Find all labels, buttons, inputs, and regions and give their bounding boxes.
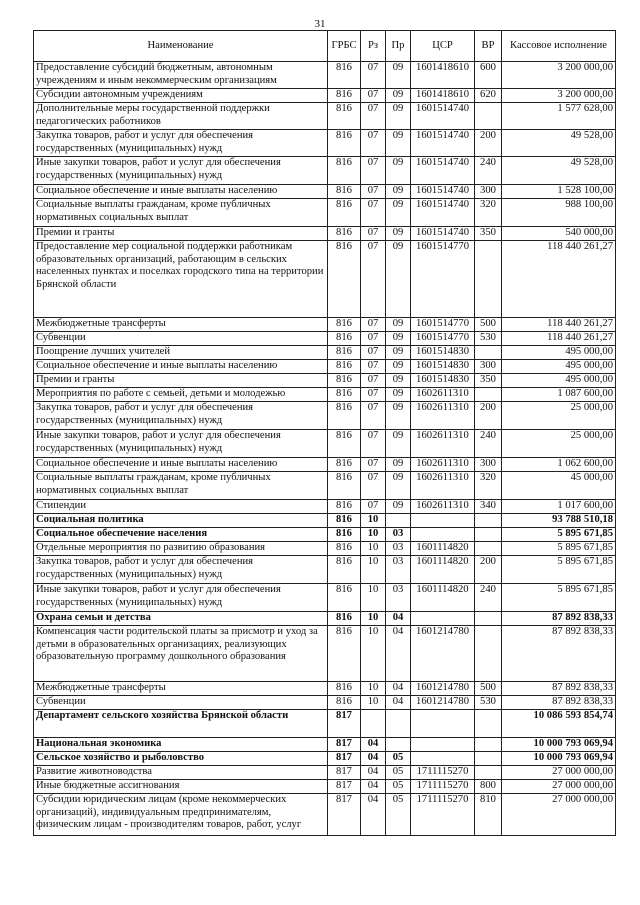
cell-rz: 07	[361, 103, 386, 130]
cell-vr: 300	[475, 185, 502, 199]
cell-name: Премии и гранты	[34, 227, 328, 241]
cell-vr: 600	[475, 62, 502, 89]
cell-cash: 87 892 838,33	[502, 696, 616, 710]
cell-grbs: 817	[328, 780, 361, 794]
table-row	[34, 612, 616, 626]
header-name: Наименование	[34, 31, 328, 62]
cell-vr: 240	[475, 430, 502, 458]
cell-pr: 09	[386, 89, 411, 103]
table-row	[34, 346, 616, 360]
cell-grbs: 816	[328, 227, 361, 241]
cell-rz: 10	[361, 696, 386, 710]
table-row	[34, 528, 616, 542]
cell-csr: 1601214780	[411, 682, 475, 696]
cell-vr: 300	[475, 360, 502, 374]
table-row	[34, 62, 616, 89]
cell-cash: 49 528,00	[502, 130, 616, 157]
cell-csr	[411, 528, 475, 542]
cell-grbs: 816	[328, 682, 361, 696]
cell-rz: 07	[361, 227, 386, 241]
cell-rz: 07	[361, 241, 386, 318]
cell-name: Дополнительные меры государственной поддержки педагогических работников	[34, 103, 328, 130]
cell-cash: 25 000,00	[502, 430, 616, 458]
cell-csr: 1602611310	[411, 402, 475, 430]
cell-pr: 09	[386, 430, 411, 458]
cell-pr: 09	[386, 374, 411, 388]
cell-vr: 240	[475, 584, 502, 612]
cell-grbs: 816	[328, 360, 361, 374]
cell-csr: 1602611310	[411, 430, 475, 458]
cell-grbs: 816	[328, 199, 361, 227]
cell-vr	[475, 738, 502, 752]
cell-name: Субсидии автономным учреждениям	[34, 89, 328, 103]
cell-cash: 25 000,00	[502, 402, 616, 430]
cell-pr: 03	[386, 556, 411, 584]
cell-csr: 1601114820	[411, 542, 475, 556]
cell-vr: 350	[475, 374, 502, 388]
cell-cash: 540 000,00	[502, 227, 616, 241]
cell-grbs: 816	[328, 103, 361, 130]
cell-grbs: 816	[328, 542, 361, 556]
cell-rz: 07	[361, 472, 386, 500]
cell-grbs: 816	[328, 500, 361, 514]
cell-pr: 09	[386, 185, 411, 199]
cell-rz: 07	[361, 185, 386, 199]
cell-rz: 04	[361, 780, 386, 794]
cell-name: Социальные выплаты гражданам, кроме публичных нормативных социальных выплат	[34, 199, 328, 227]
table-row	[34, 332, 616, 346]
cell-name: Закупка товаров, работ и услуг для обеспечения государственных (муниципальных) нужд	[34, 402, 328, 430]
cell-cash: 10 000 793 069,94	[502, 752, 616, 766]
cell-cash: 27 000 000,00	[502, 780, 616, 794]
cell-cash: 1 062 600,00	[502, 458, 616, 472]
cell-csr: 1601514830	[411, 374, 475, 388]
cell-cash: 1 528 100,00	[502, 185, 616, 199]
table-row	[34, 130, 616, 157]
cell-rz: 10	[361, 556, 386, 584]
cell-pr: 03	[386, 542, 411, 556]
cell-grbs: 816	[328, 346, 361, 360]
cell-name: Премии и гранты	[34, 374, 328, 388]
cell-pr: 04	[386, 682, 411, 696]
cell-vr	[475, 766, 502, 780]
cell-pr: 09	[386, 227, 411, 241]
cell-vr: 320	[475, 472, 502, 500]
cell-rz: 07	[361, 458, 386, 472]
cell-name: Социальное обеспечение и иные выплаты населению	[34, 360, 328, 374]
cell-pr: 04	[386, 696, 411, 710]
cell-pr: 09	[386, 199, 411, 227]
table-row	[34, 402, 616, 430]
cell-rz: 10	[361, 542, 386, 556]
cell-rz: 07	[361, 199, 386, 227]
cell-grbs: 817	[328, 794, 361, 836]
cell-cash: 3 200 000,00	[502, 62, 616, 89]
cell-name: Межбюджетные трансферты	[34, 318, 328, 332]
table-row	[34, 241, 616, 318]
cell-name: Поощрение лучших учителей	[34, 346, 328, 360]
cell-pr: 09	[386, 388, 411, 402]
table-row	[34, 318, 616, 332]
cell-name: Социальное обеспечение и иные выплаты населению	[34, 458, 328, 472]
cell-name: Социальная политика	[34, 514, 328, 528]
cell-name: Иные закупки товаров, работ и услуг для обеспечения государственных (муниципальных) нужд	[34, 584, 328, 612]
table-row	[34, 360, 616, 374]
cell-csr: 1601114820	[411, 584, 475, 612]
cell-vr: 500	[475, 318, 502, 332]
cell-csr: 1602611310	[411, 472, 475, 500]
table-row	[34, 584, 616, 612]
cell-rz: 07	[361, 346, 386, 360]
cell-cash: 495 000,00	[502, 374, 616, 388]
cell-pr: 03	[386, 584, 411, 612]
cell-vr: 200	[475, 402, 502, 430]
cell-rz: 04	[361, 738, 386, 752]
table-row	[34, 472, 616, 500]
cell-csr: 1601514740	[411, 157, 475, 185]
cell-cash: 495 000,00	[502, 360, 616, 374]
cell-cash: 87 892 838,33	[502, 682, 616, 696]
cell-pr: 09	[386, 157, 411, 185]
cell-name: Иные бюджетные ассигнования	[34, 780, 328, 794]
cell-pr: 05	[386, 752, 411, 766]
cell-grbs: 816	[328, 612, 361, 626]
cell-vr: 810	[475, 794, 502, 836]
cell-pr: 09	[386, 332, 411, 346]
cell-grbs: 816	[328, 89, 361, 103]
cell-csr	[411, 752, 475, 766]
cell-pr	[386, 710, 411, 738]
cell-name: Компенсация части родительской платы за присмотр и уход за детьми в образовательных организациях, реализующих образовательную программу дошкольного образования	[34, 626, 328, 682]
cell-pr: 03	[386, 528, 411, 542]
cell-vr	[475, 612, 502, 626]
cell-cash: 1 087 600,00	[502, 388, 616, 402]
cell-vr	[475, 542, 502, 556]
cell-rz: 07	[361, 157, 386, 185]
cell-csr: 1601114820	[411, 556, 475, 584]
cell-csr: 1601514740	[411, 227, 475, 241]
cell-pr: 05	[386, 780, 411, 794]
budget-table	[33, 30, 616, 836]
cell-csr	[411, 710, 475, 738]
cell-name: Мероприятия по работе с семьей, детьми и молодежью	[34, 388, 328, 402]
cell-name: Субсидии юридическим лицам (кроме некоммерческих организаций), индивидуальным предпринимателям, физическим лицам - производителям товаров, работ, услуг	[34, 794, 328, 836]
cell-pr: 09	[386, 402, 411, 430]
table-row	[34, 626, 616, 682]
cell-name: Иные закупки товаров, работ и услуг для обеспечения государственных (муниципальных) нужд	[34, 430, 328, 458]
cell-cash: 1 577 628,00	[502, 103, 616, 130]
cell-rz: 10	[361, 514, 386, 528]
cell-cash: 3 200 000,00	[502, 89, 616, 103]
table-row	[34, 696, 616, 710]
table-row	[34, 682, 616, 696]
cell-pr: 09	[386, 458, 411, 472]
cell-name: Субвенции	[34, 696, 328, 710]
cell-grbs: 817	[328, 766, 361, 780]
cell-cash: 87 892 838,33	[502, 612, 616, 626]
cell-vr	[475, 241, 502, 318]
header-cash: Кассовое исполнение	[502, 31, 616, 62]
cell-vr	[475, 752, 502, 766]
cell-csr: 1601514740	[411, 199, 475, 227]
cell-csr: 1601418610	[411, 62, 475, 89]
cell-cash: 5 895 671,85	[502, 528, 616, 542]
cell-grbs: 816	[328, 458, 361, 472]
cell-rz: 04	[361, 794, 386, 836]
cell-rz: 07	[361, 89, 386, 103]
cell-rz: 07	[361, 318, 386, 332]
cell-csr: 1601214780	[411, 626, 475, 682]
cell-vr: 300	[475, 458, 502, 472]
cell-rz: 10	[361, 528, 386, 542]
cell-csr: 1601514740	[411, 130, 475, 157]
cell-name: Отдельные мероприятия по развитию образования	[34, 542, 328, 556]
cell-vr: 620	[475, 89, 502, 103]
cell-name: Стипендии	[34, 500, 328, 514]
table-row	[34, 430, 616, 458]
cell-name: Закупка товаров, работ и услуг для обеспечения государственных (муниципальных) нужд	[34, 556, 328, 584]
cell-cash: 10 086 593 854,74	[502, 710, 616, 738]
cell-csr: 1601514830	[411, 360, 475, 374]
cell-grbs: 816	[328, 528, 361, 542]
cell-grbs: 816	[328, 402, 361, 430]
cell-pr: 04	[386, 626, 411, 682]
cell-grbs: 816	[328, 374, 361, 388]
cell-grbs: 816	[328, 185, 361, 199]
table-row	[34, 374, 616, 388]
cell-name: Департамент сельского хозяйства Брянской области	[34, 710, 328, 738]
cell-grbs: 816	[328, 584, 361, 612]
table-row	[34, 556, 616, 584]
cell-csr	[411, 612, 475, 626]
header-rz: Рз	[361, 31, 386, 62]
header-vr: ВР	[475, 31, 502, 62]
cell-pr: 09	[386, 346, 411, 360]
cell-grbs: 816	[328, 388, 361, 402]
cell-cash: 27 000 000,00	[502, 766, 616, 780]
cell-grbs: 816	[328, 696, 361, 710]
cell-vr: 240	[475, 157, 502, 185]
cell-name: Предоставление субсидий бюджетным, автономным учреждениям и иным некоммерческим организациям	[34, 62, 328, 89]
cell-cash: 118 440 261,27	[502, 318, 616, 332]
cell-pr: 09	[386, 500, 411, 514]
cell-pr: 09	[386, 360, 411, 374]
cell-cash: 495 000,00	[502, 346, 616, 360]
cell-vr: 320	[475, 199, 502, 227]
cell-grbs: 816	[328, 430, 361, 458]
cell-name: Иные закупки товаров, работ и услуг для обеспечения государственных (муниципальных) нужд	[34, 157, 328, 185]
table-row	[34, 738, 616, 752]
cell-vr: 200	[475, 130, 502, 157]
cell-csr: 1601514740	[411, 103, 475, 130]
cell-pr: 09	[386, 318, 411, 332]
header-csr: ЦСР	[411, 31, 475, 62]
cell-vr	[475, 514, 502, 528]
cell-rz: 10	[361, 612, 386, 626]
cell-vr	[475, 346, 502, 360]
page-number: 31	[314, 18, 326, 30]
table-header-row	[34, 31, 616, 62]
cell-csr	[411, 738, 475, 752]
cell-cash: 10 000 793 069,94	[502, 738, 616, 752]
cell-name: Субвенции	[34, 332, 328, 346]
cell-pr: 09	[386, 103, 411, 130]
cell-pr: 09	[386, 62, 411, 89]
cell-pr: 09	[386, 241, 411, 318]
cell-rz	[361, 710, 386, 738]
cell-rz: 07	[361, 62, 386, 89]
cell-csr: 1711115270	[411, 794, 475, 836]
cell-csr: 1602611310	[411, 500, 475, 514]
cell-grbs: 816	[328, 62, 361, 89]
cell-csr: 1711115270	[411, 766, 475, 780]
table-row	[34, 157, 616, 185]
cell-csr: 1602611310	[411, 458, 475, 472]
table-row	[34, 780, 616, 794]
cell-grbs: 817	[328, 710, 361, 738]
cell-name: Социальное обеспечение населения	[34, 528, 328, 542]
cell-csr: 1601514770	[411, 318, 475, 332]
cell-pr	[386, 738, 411, 752]
cell-vr: 500	[475, 682, 502, 696]
header-pr: Пр	[386, 31, 411, 62]
cell-grbs: 816	[328, 130, 361, 157]
cell-cash: 5 895 671,85	[502, 584, 616, 612]
cell-vr: 200	[475, 556, 502, 584]
cell-pr	[386, 514, 411, 528]
cell-rz: 10	[361, 682, 386, 696]
cell-rz: 07	[361, 332, 386, 346]
cell-cash: 93 788 510,18	[502, 514, 616, 528]
cell-rz: 07	[361, 402, 386, 430]
table-row	[34, 514, 616, 528]
cell-csr: 1601514770	[411, 332, 475, 346]
cell-cash: 118 440 261,27	[502, 332, 616, 346]
cell-name: Социальное обеспечение и иные выплаты населению	[34, 185, 328, 199]
cell-rz: 07	[361, 130, 386, 157]
table-row	[34, 766, 616, 780]
cell-vr: 800	[475, 780, 502, 794]
cell-name: Национальная экономика	[34, 738, 328, 752]
cell-rz: 07	[361, 388, 386, 402]
cell-cash: 988 100,00	[502, 199, 616, 227]
table-row	[34, 458, 616, 472]
cell-name: Предоставление мер социальной поддержки работникам образовательных организаций, работающим в сельских населенных пунктах и поселках городского типа на территории Брянской области	[34, 241, 328, 318]
cell-vr	[475, 103, 502, 130]
cell-name: Межбюджетные трансферты	[34, 682, 328, 696]
cell-cash: 5 895 671,85	[502, 542, 616, 556]
cell-csr: 1601514770	[411, 241, 475, 318]
cell-grbs: 816	[328, 556, 361, 584]
table-row	[34, 89, 616, 103]
cell-vr	[475, 388, 502, 402]
cell-rz: 07	[361, 430, 386, 458]
cell-cash: 45 000,00	[502, 472, 616, 500]
table-row	[34, 227, 616, 241]
cell-vr: 340	[475, 500, 502, 514]
header-grbs: ГРБС	[328, 31, 361, 62]
table-row	[34, 710, 616, 738]
table-row	[34, 103, 616, 130]
cell-name: Развитие животноводства	[34, 766, 328, 780]
cell-grbs: 816	[328, 332, 361, 346]
cell-rz: 04	[361, 766, 386, 780]
cell-cash: 118 440 261,27	[502, 241, 616, 318]
cell-grbs: 816	[328, 514, 361, 528]
cell-pr: 09	[386, 472, 411, 500]
cell-vr: 350	[475, 227, 502, 241]
cell-grbs: 816	[328, 472, 361, 500]
cell-vr: 530	[475, 696, 502, 710]
cell-name: Охрана семьи и детства	[34, 612, 328, 626]
cell-csr: 1711115270	[411, 780, 475, 794]
cell-name: Социальные выплаты гражданам, кроме публичных нормативных социальных выплат	[34, 472, 328, 500]
cell-csr	[411, 514, 475, 528]
cell-grbs: 816	[328, 626, 361, 682]
cell-rz: 07	[361, 360, 386, 374]
cell-pr: 09	[386, 130, 411, 157]
cell-csr: 1601514830	[411, 346, 475, 360]
table-row	[34, 752, 616, 766]
table-row	[34, 185, 616, 199]
table-row	[34, 500, 616, 514]
cell-grbs: 816	[328, 241, 361, 318]
cell-vr: 530	[475, 332, 502, 346]
cell-csr: 1601214780	[411, 696, 475, 710]
cell-vr	[475, 626, 502, 682]
cell-rz: 10	[361, 584, 386, 612]
cell-csr: 1601514740	[411, 185, 475, 199]
cell-grbs: 816	[328, 318, 361, 332]
table-row	[34, 542, 616, 556]
cell-cash: 5 895 671,85	[502, 556, 616, 584]
cell-rz: 07	[361, 500, 386, 514]
cell-name: Закупка товаров, работ и услуг для обеспечения государственных (муниципальных) нужд	[34, 130, 328, 157]
cell-pr: 05	[386, 766, 411, 780]
cell-name: Сельское хозяйство и рыболовство	[34, 752, 328, 766]
cell-csr: 1601418610	[411, 89, 475, 103]
cell-pr: 04	[386, 612, 411, 626]
cell-rz: 04	[361, 752, 386, 766]
table-row	[34, 388, 616, 402]
cell-vr	[475, 528, 502, 542]
cell-cash: 27 000 000,00	[502, 794, 616, 836]
cell-grbs: 816	[328, 157, 361, 185]
cell-cash: 49 528,00	[502, 157, 616, 185]
cell-pr: 05	[386, 794, 411, 836]
cell-cash: 87 892 838,33	[502, 626, 616, 682]
table-row	[34, 199, 616, 227]
cell-csr: 1602611310	[411, 388, 475, 402]
cell-grbs: 817	[328, 752, 361, 766]
cell-rz: 10	[361, 626, 386, 682]
cell-rz: 07	[361, 374, 386, 388]
cell-grbs: 817	[328, 738, 361, 752]
cell-cash: 1 017 600,00	[502, 500, 616, 514]
cell-vr	[475, 710, 502, 738]
table-row	[34, 794, 616, 836]
